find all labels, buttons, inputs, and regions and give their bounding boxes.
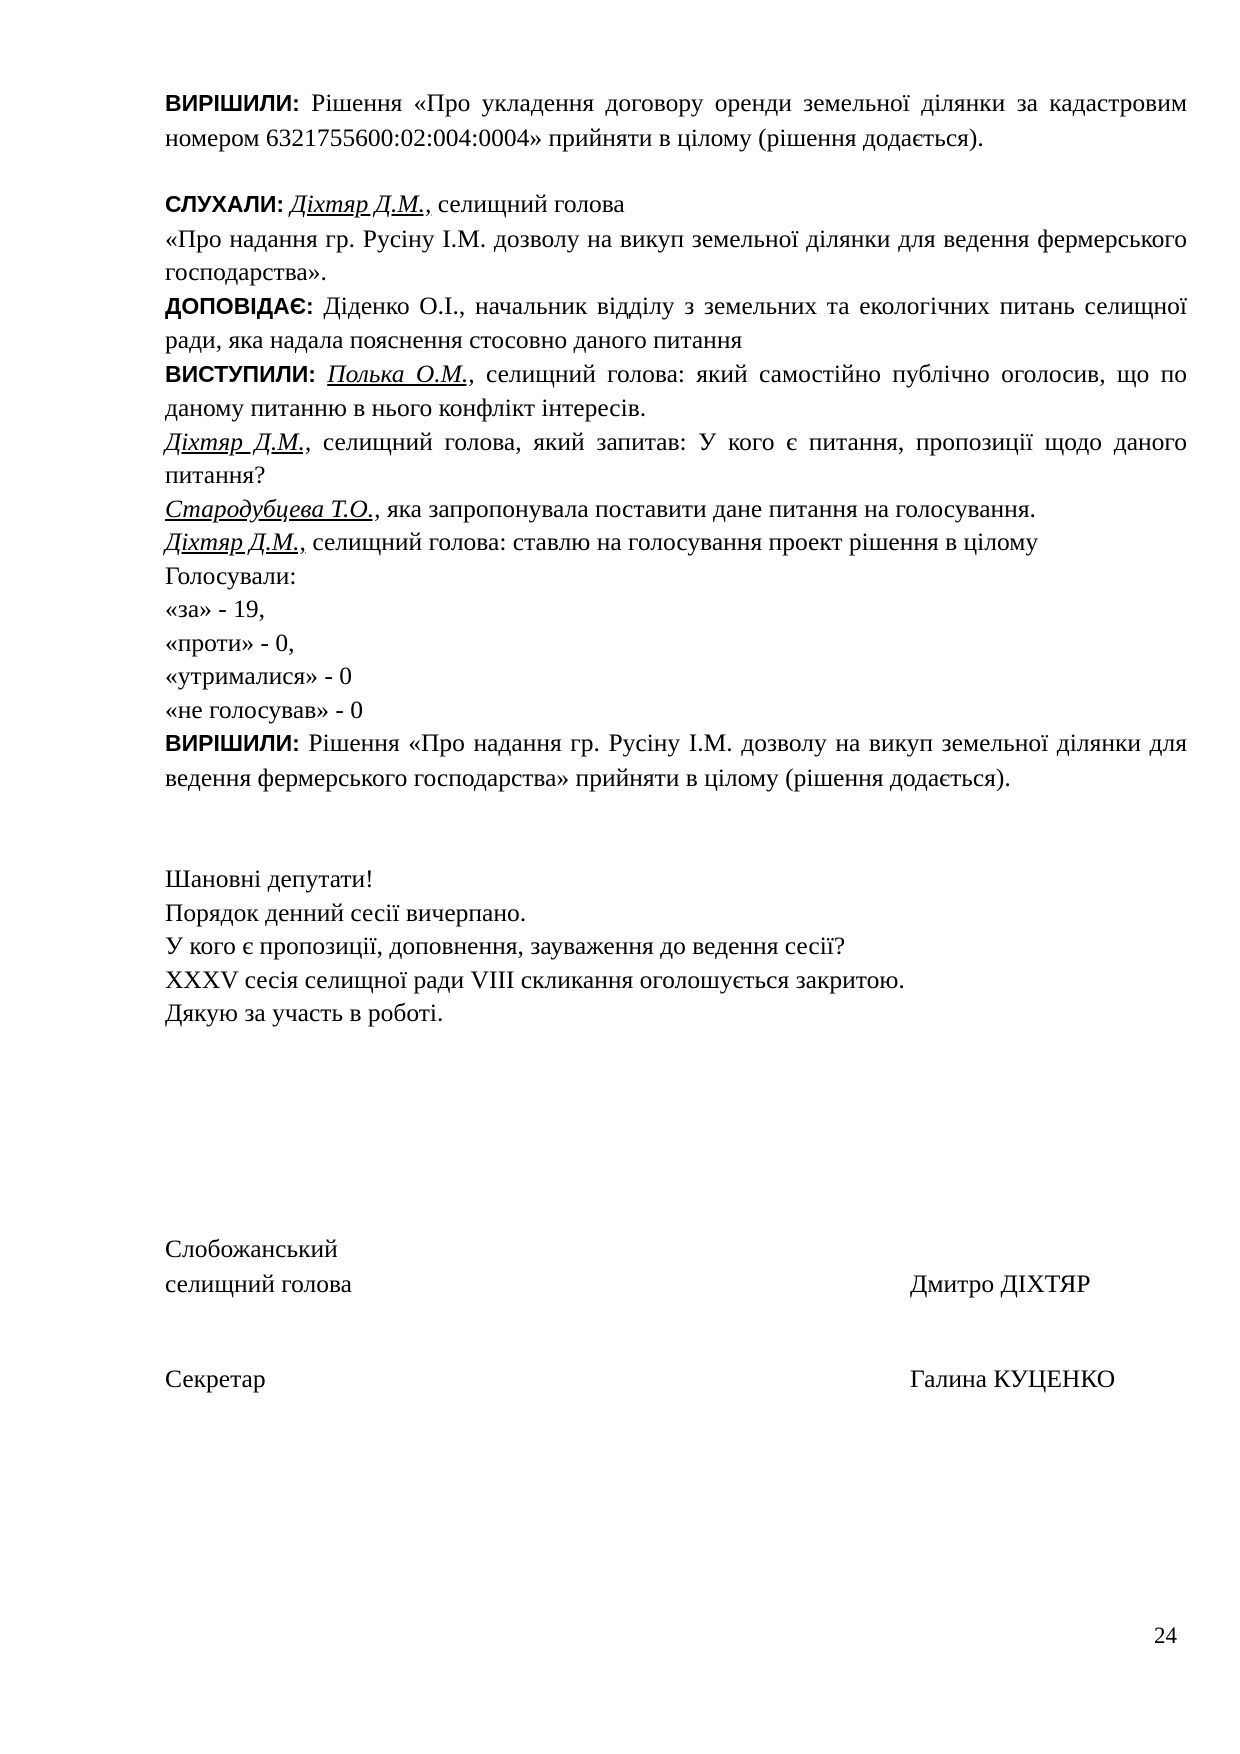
closing-line: Порядок денний сесії вичерпано. <box>165 897 527 927</box>
vote-title: Голосували: <box>165 560 297 590</box>
closing-line: XXXV сесія селищної ради VIII скликання оголошується закритою. <box>165 964 905 994</box>
spacer <box>165 154 1187 187</box>
secretary-name: Галина КУЦЕНКО <box>910 1364 1116 1393</box>
speaker-name: Полька О.М., <box>327 358 475 388</box>
speaker-name: Діхтяр Д.М., <box>165 426 312 456</box>
speaker-text: селищний голова, який запитав: У кого є питання, пропозиції щодо даного питання? <box>165 426 1187 489</box>
heard-speaker-role: селищний голова <box>431 189 625 218</box>
head-title-line-1: Слобожанський <box>165 1234 338 1263</box>
spoke-paragraph-1 <box>165 357 1187 425</box>
spoke-paragraph-4 <box>165 525 1187 559</box>
page-number: 24 <box>1154 1623 1177 1648</box>
heard-line <box>165 187 1187 222</box>
report-label: ДОПОВІДАЄ: <box>165 292 314 319</box>
vote-not-voted: «не голосував» - 0 <box>165 694 363 724</box>
decision-paragraph-1 <box>165 86 1187 154</box>
report-text: Діденко О.І., начальник відділу з земельних та екологічних питань селищної ради, яка надала пояснення стосовно даного питання <box>165 290 1187 354</box>
minutes-body <box>165 86 1187 1030</box>
vote-against: «проти» - 0, <box>165 627 295 657</box>
head-title-line-2: селищний голова <box>165 1269 353 1298</box>
speaker-text: селищний голова: який самостійно публічно оголосив, що по даному питанню в нього конфлікт інтересів. <box>165 358 1187 422</box>
spoke-paragraph-3 <box>165 492 1187 526</box>
speaker-name: Стародубцева Т.О., <box>165 493 381 523</box>
heard-speaker-name: Діхтяр Д.М., <box>290 189 432 218</box>
speaker-text: яка запропонувала поставити дане питання на голосування. <box>380 493 1036 523</box>
report-paragraph <box>165 289 1187 357</box>
vote-for: «за» - 19, <box>165 594 266 623</box>
spoke-label: ВИСТУПИЛИ: <box>165 360 316 387</box>
decision-paragraph-2 <box>165 726 1187 794</box>
head-name: Дмитро ДІХТЯР <box>910 1269 1091 1298</box>
vote-abstain: «утрималися» - 0 <box>165 661 353 690</box>
decided-label: ВИРІШИЛИ: <box>165 90 300 116</box>
speaker-name: Діхтяр Д.М., <box>165 527 306 556</box>
spacer <box>165 794 1187 862</box>
agenda-topic: «Про надання гр. Русіну І.М. дозволу на викуп земельної ділянки для ведення фермерського господарства». <box>165 223 1187 286</box>
closing-line: Шановні депутати! <box>165 864 374 893</box>
speaker-text: селищний голова: ставлю на голосування проект рішення в цілому <box>305 527 1039 556</box>
secretary-title: Секретар <box>165 1364 266 1393</box>
heard-label: СЛУХАЛИ: <box>165 191 285 217</box>
decided-label: ВИРІШИЛИ: <box>165 730 300 756</box>
closing-line: У кого є пропозиції, доповнення, зауваження до ведення сесії? <box>165 931 846 960</box>
decided-text: Рішення «Про надання гр. Русіну І.М. дозволу на викуп земельної ділянки для ведення фермерського господарства» прийняти в цілому (рішення додається). <box>165 728 1187 792</box>
decided-text: Рішення «Про укладення договору оренди земельної ділянки за кадастровим номером 6321755600:02:004:0004» прийняти в цілому (рішення додається). <box>165 88 1187 152</box>
spoke-paragraph-2 <box>165 425 1187 492</box>
closing-line: Дякую за участь в роботі. <box>165 998 444 1027</box>
